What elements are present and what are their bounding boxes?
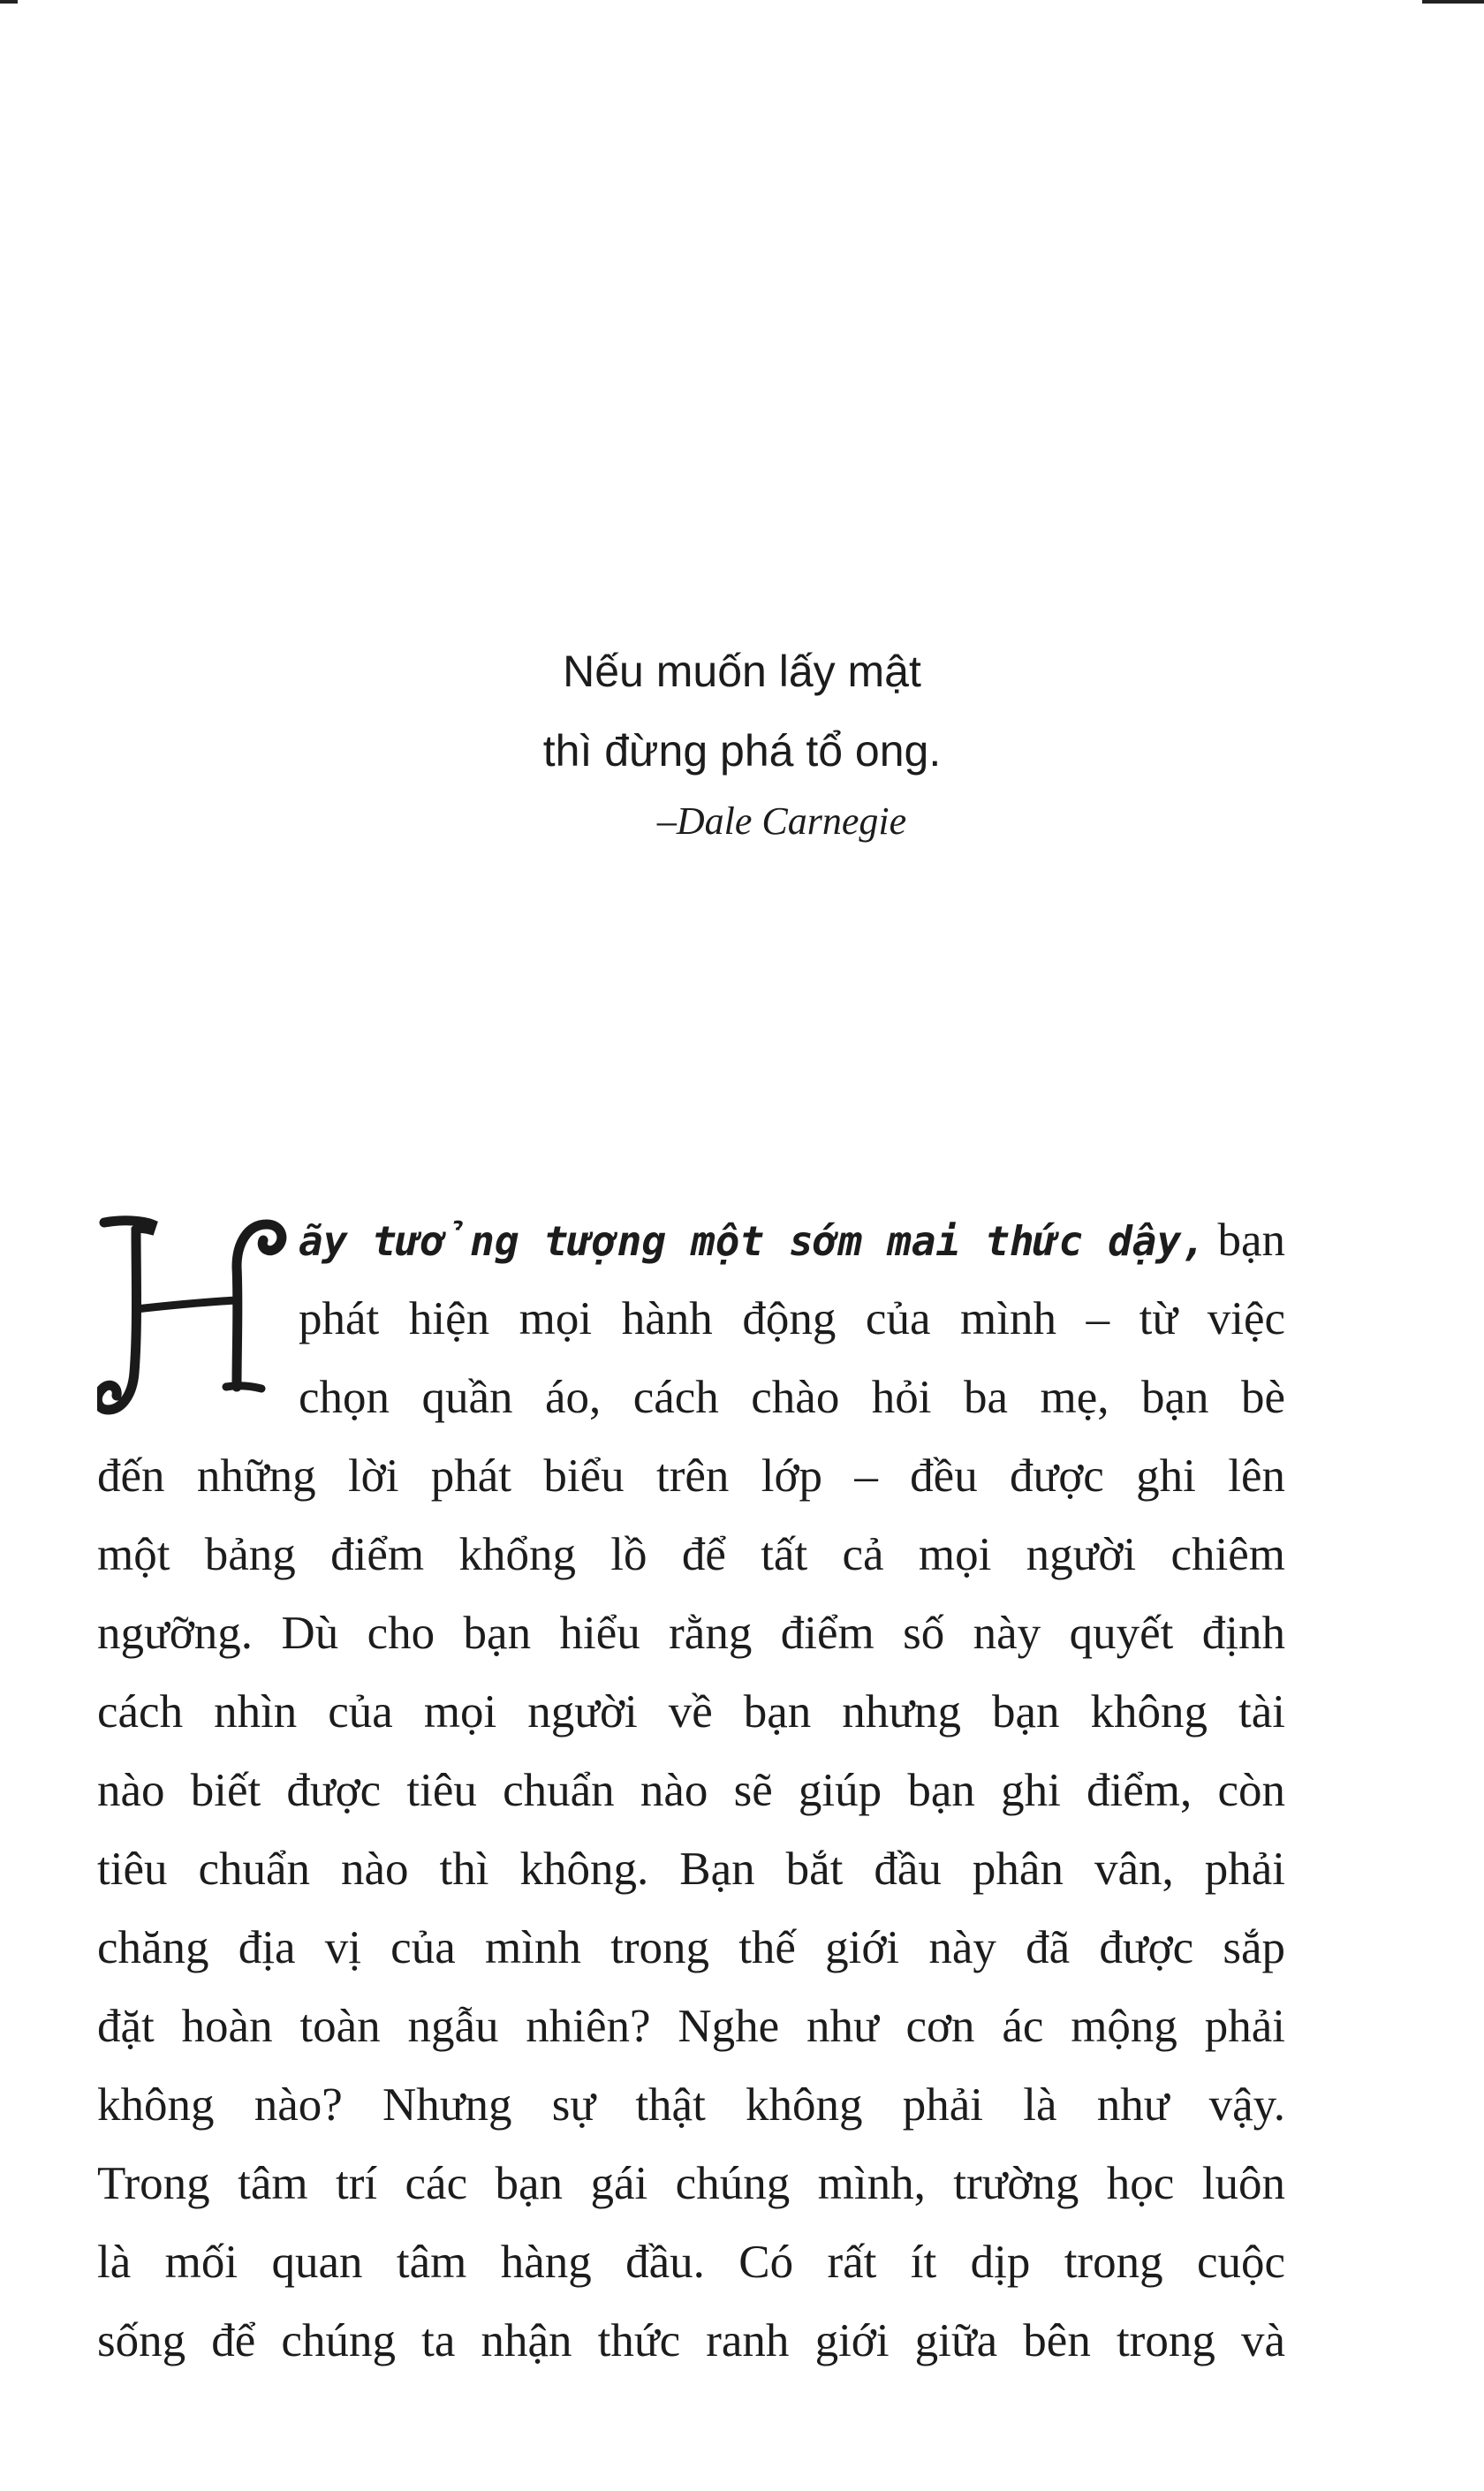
epigraph-line-2: thì đừng phá tổ ong. xyxy=(542,726,942,776)
epigraph-quote xyxy=(0,632,1484,852)
body-line-6: ngưỡng. Dù cho bạn hiểu rằng điểm số này quyết định xyxy=(97,1608,1285,1659)
body-line-14: là mối quan tâm hàng đầu. Có rất ít dịp trong cuộc xyxy=(97,2237,1285,2288)
top-right-edge-mark xyxy=(1422,0,1484,4)
chapter-body-text xyxy=(97,1201,1285,2381)
first-line-rest: bạn xyxy=(1217,1215,1286,1266)
first-line-lead: ãy tưởng tượng một sớm mai thức dậy, xyxy=(299,1217,1206,1265)
body-line-4: đến những lời phát biểu trên lớp – đều được ghi lên xyxy=(97,1450,1285,1502)
epigraph-line-1: Nếu muốn lấy mật xyxy=(563,647,921,696)
top-left-edge-mark xyxy=(0,0,18,4)
body-line-5: một bảng điểm khổng lồ để tất cả mọi người chiêm xyxy=(97,1529,1285,1580)
body-line-15: sống để chúng ta nhận thức ranh giới giữa bên trong và xyxy=(97,2315,1285,2366)
body-line-12: không nào? Nhưng sự thật không phải là như vậy. xyxy=(97,2079,1285,2131)
body-line-3: chọn quần áo, cách chào hỏi ba mẹ, bạn bè xyxy=(299,1372,1285,1423)
epigraph-author: –Dale Carnegie xyxy=(656,799,907,843)
body-line-8: nào biết được tiêu chuẩn nào sẽ giúp bạn ghi điểm, còn xyxy=(97,1765,1285,1816)
body-line-10: chăng địa vị của mình trong thế giới này đã được sắp xyxy=(97,1922,1285,1973)
body-line-9: tiêu chuẩn nào thì không. Bạn bắt đầu phân vân, phải xyxy=(97,1844,1285,1895)
body-line-2: phát hiện mọi hành động của mình – từ việc xyxy=(299,1293,1285,1344)
body-line-11: đặt hoàn toàn ngẫu nhiên? Nghe như cơn ác mộng phải xyxy=(97,2001,1285,2052)
drop-cap-h xyxy=(97,1214,292,1417)
body-line-1 xyxy=(299,1201,1285,1280)
body-line-13: Trong tâm trí các bạn gái chúng mình, trường học luôn xyxy=(97,2158,1285,2209)
body-line-7: cách nhìn của mọi người về bạn nhưng bạn không tài xyxy=(97,1686,1285,1738)
